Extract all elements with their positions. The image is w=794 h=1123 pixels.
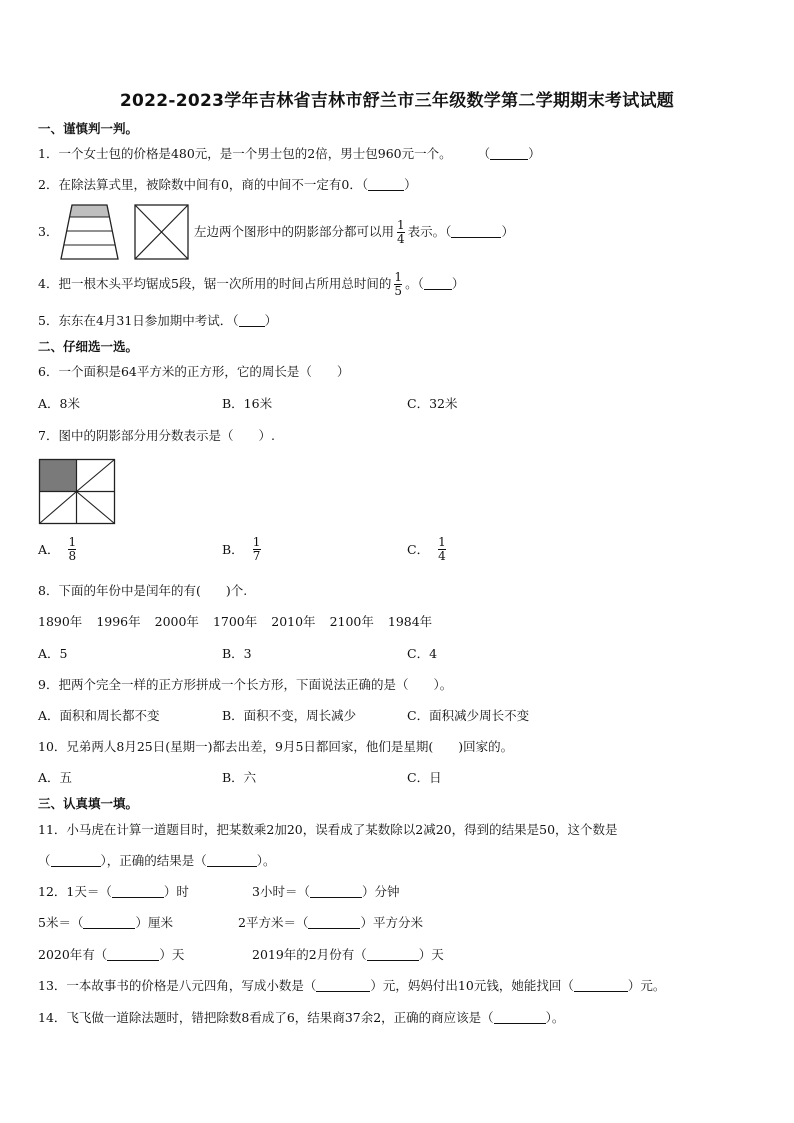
option-a[interactable]: A．8米: [38, 396, 80, 411]
answer-blank[interactable]: [368, 178, 404, 191]
answer-blank[interactable]: [83, 916, 135, 929]
option-b[interactable]: B．面积不变，周长减少: [222, 708, 357, 723]
answer-blank[interactable]: [51, 854, 101, 867]
question-12-row-1a: 12．1天＝（ ）时: [38, 884, 189, 899]
question-1: 1．一个女士包的价格是480元，是一个男士包的2倍，男士包960元一个。 （ ）: [38, 146, 541, 161]
question-12-row-3a: 2020年有（ ）天: [38, 947, 185, 962]
square-x-figure: [135, 205, 188, 259]
question-8: 8．下面的年份中是闰年的有( )个.: [38, 583, 248, 598]
option-b[interactable]: B．六: [222, 770, 257, 785]
question-11-continued: （ ），正确的结果是（ ）。: [38, 853, 276, 868]
question-12-row-3b: 2019年的2月份有（ ）天: [252, 947, 444, 962]
question-1-text: 1．一个女士包的价格是480元，是一个男士包的2倍，男士包960元一个。: [38, 146, 452, 161]
question-7: 7．图中的阴影部分用分数表示是（ ）.: [38, 428, 275, 443]
option-c[interactable]: C．面积减少周长不变: [407, 708, 530, 723]
option-a[interactable]: A．面积和周长都不变: [38, 708, 160, 723]
answer-blank[interactable]: [239, 314, 265, 327]
question-9: 9．把两个完全一样的正方形拼成一个长方形，下面说法正确的是（ ）。: [38, 677, 453, 692]
option-a[interactable]: A．5: [38, 646, 68, 661]
question-13: 13．一本故事书的价格是八元四角，写成小数是（ ）元，妈妈付出10元钱，她能找回（ ）元。: [38, 978, 666, 993]
answer-blank[interactable]: [574, 979, 628, 992]
trapezoid-figure: [61, 205, 118, 259]
question-7-figure: [38, 458, 118, 526]
question-2: 2．在除法算式里，被除数中间有0，商的中间不一定有0．（ ）: [38, 177, 417, 192]
option-b[interactable]: B．16米: [222, 396, 273, 411]
answer-blank[interactable]: [308, 916, 360, 929]
option-c[interactable]: C． $\frac{1}{4}$: [407, 535, 446, 563]
answer-blank[interactable]: [451, 225, 501, 238]
option-a[interactable]: A． $\frac{1}{8}$: [38, 535, 77, 563]
section-2-heading: 二、仔细选一选。: [38, 339, 139, 354]
answer-blank[interactable]: [490, 147, 528, 160]
question-12-row-1b: 3小时＝（ ）分钟: [252, 884, 400, 899]
question-10: 10．兄弟两人8月25日(星期一)都去出差，9月5日都回家，他们是星期( )回家的。: [38, 739, 514, 754]
option-a[interactable]: A．五: [38, 770, 73, 785]
answer-blank[interactable]: [367, 948, 419, 961]
question-4: 4．把一根木头平均锯成5段，锯一次所用的时间占所用总时间的 $\frac{1}{5}$ 。（ ）: [38, 270, 465, 298]
page-title: 2022-2023学年吉林省吉林市舒兰市三年级数学第二学期期末考试试题: [119, 91, 675, 111]
year-list: 1890年 1996年 2000年 1700年 2010年 2100年 1984年: [38, 614, 433, 629]
question-12-row-2a: 5米＝（ ）厘米: [38, 915, 173, 930]
answer-blank[interactable]: [316, 979, 370, 992]
question-14: 14．飞飞做一道除法题时，错把除数8看成了6，结果商37余2，正确的商应该是（ ）。: [38, 1010, 565, 1025]
question-3-figures: [60, 203, 190, 263]
question-3-number: 3．: [38, 224, 59, 239]
answer-blank[interactable]: [494, 1011, 546, 1024]
answer-blank[interactable]: [310, 885, 362, 898]
question-5: 5．东东在4月31日参加期中考试．（ ）: [38, 313, 278, 328]
option-c[interactable]: C．日: [407, 770, 442, 785]
question-11: 11．小马虎在计算一道题目时，把某数乘2加20，误看成了某数除以2减20，得到的结果是50，这个数是: [38, 822, 618, 837]
answer-blank[interactable]: [112, 885, 164, 898]
answer-blank[interactable]: [424, 277, 452, 290]
section-3-heading: 三、认真填一填。: [38, 796, 139, 811]
option-c[interactable]: C．4: [407, 646, 438, 661]
question-2-text: 2．在除法算式里，被除数中间有0，商的中间不一定有0．: [38, 177, 362, 192]
section-1-heading: 一、谨慎判一判。: [38, 121, 139, 136]
option-c[interactable]: C．32米: [407, 396, 458, 411]
question-3: 左边两个图形中的阴影部分都可以用 $\frac{1}{4}$ 表示。（ ）: [194, 218, 514, 246]
fraction-one-quarter: $\frac{1}{4}$: [397, 218, 405, 246]
option-b[interactable]: B． $\frac{1}{7}$: [222, 535, 261, 563]
answer-blank[interactable]: [107, 948, 159, 961]
fraction-one-fifth: $\frac{1}{5}$: [394, 270, 403, 298]
question-6: 6．一个面积是64平方米的正方形，它的周长是（ ）: [38, 364, 350, 379]
option-b[interactable]: B．3: [222, 646, 252, 661]
question-12-row-2b: 2平方米＝（ ）平方分米: [238, 915, 423, 930]
answer-blank[interactable]: [207, 854, 257, 867]
